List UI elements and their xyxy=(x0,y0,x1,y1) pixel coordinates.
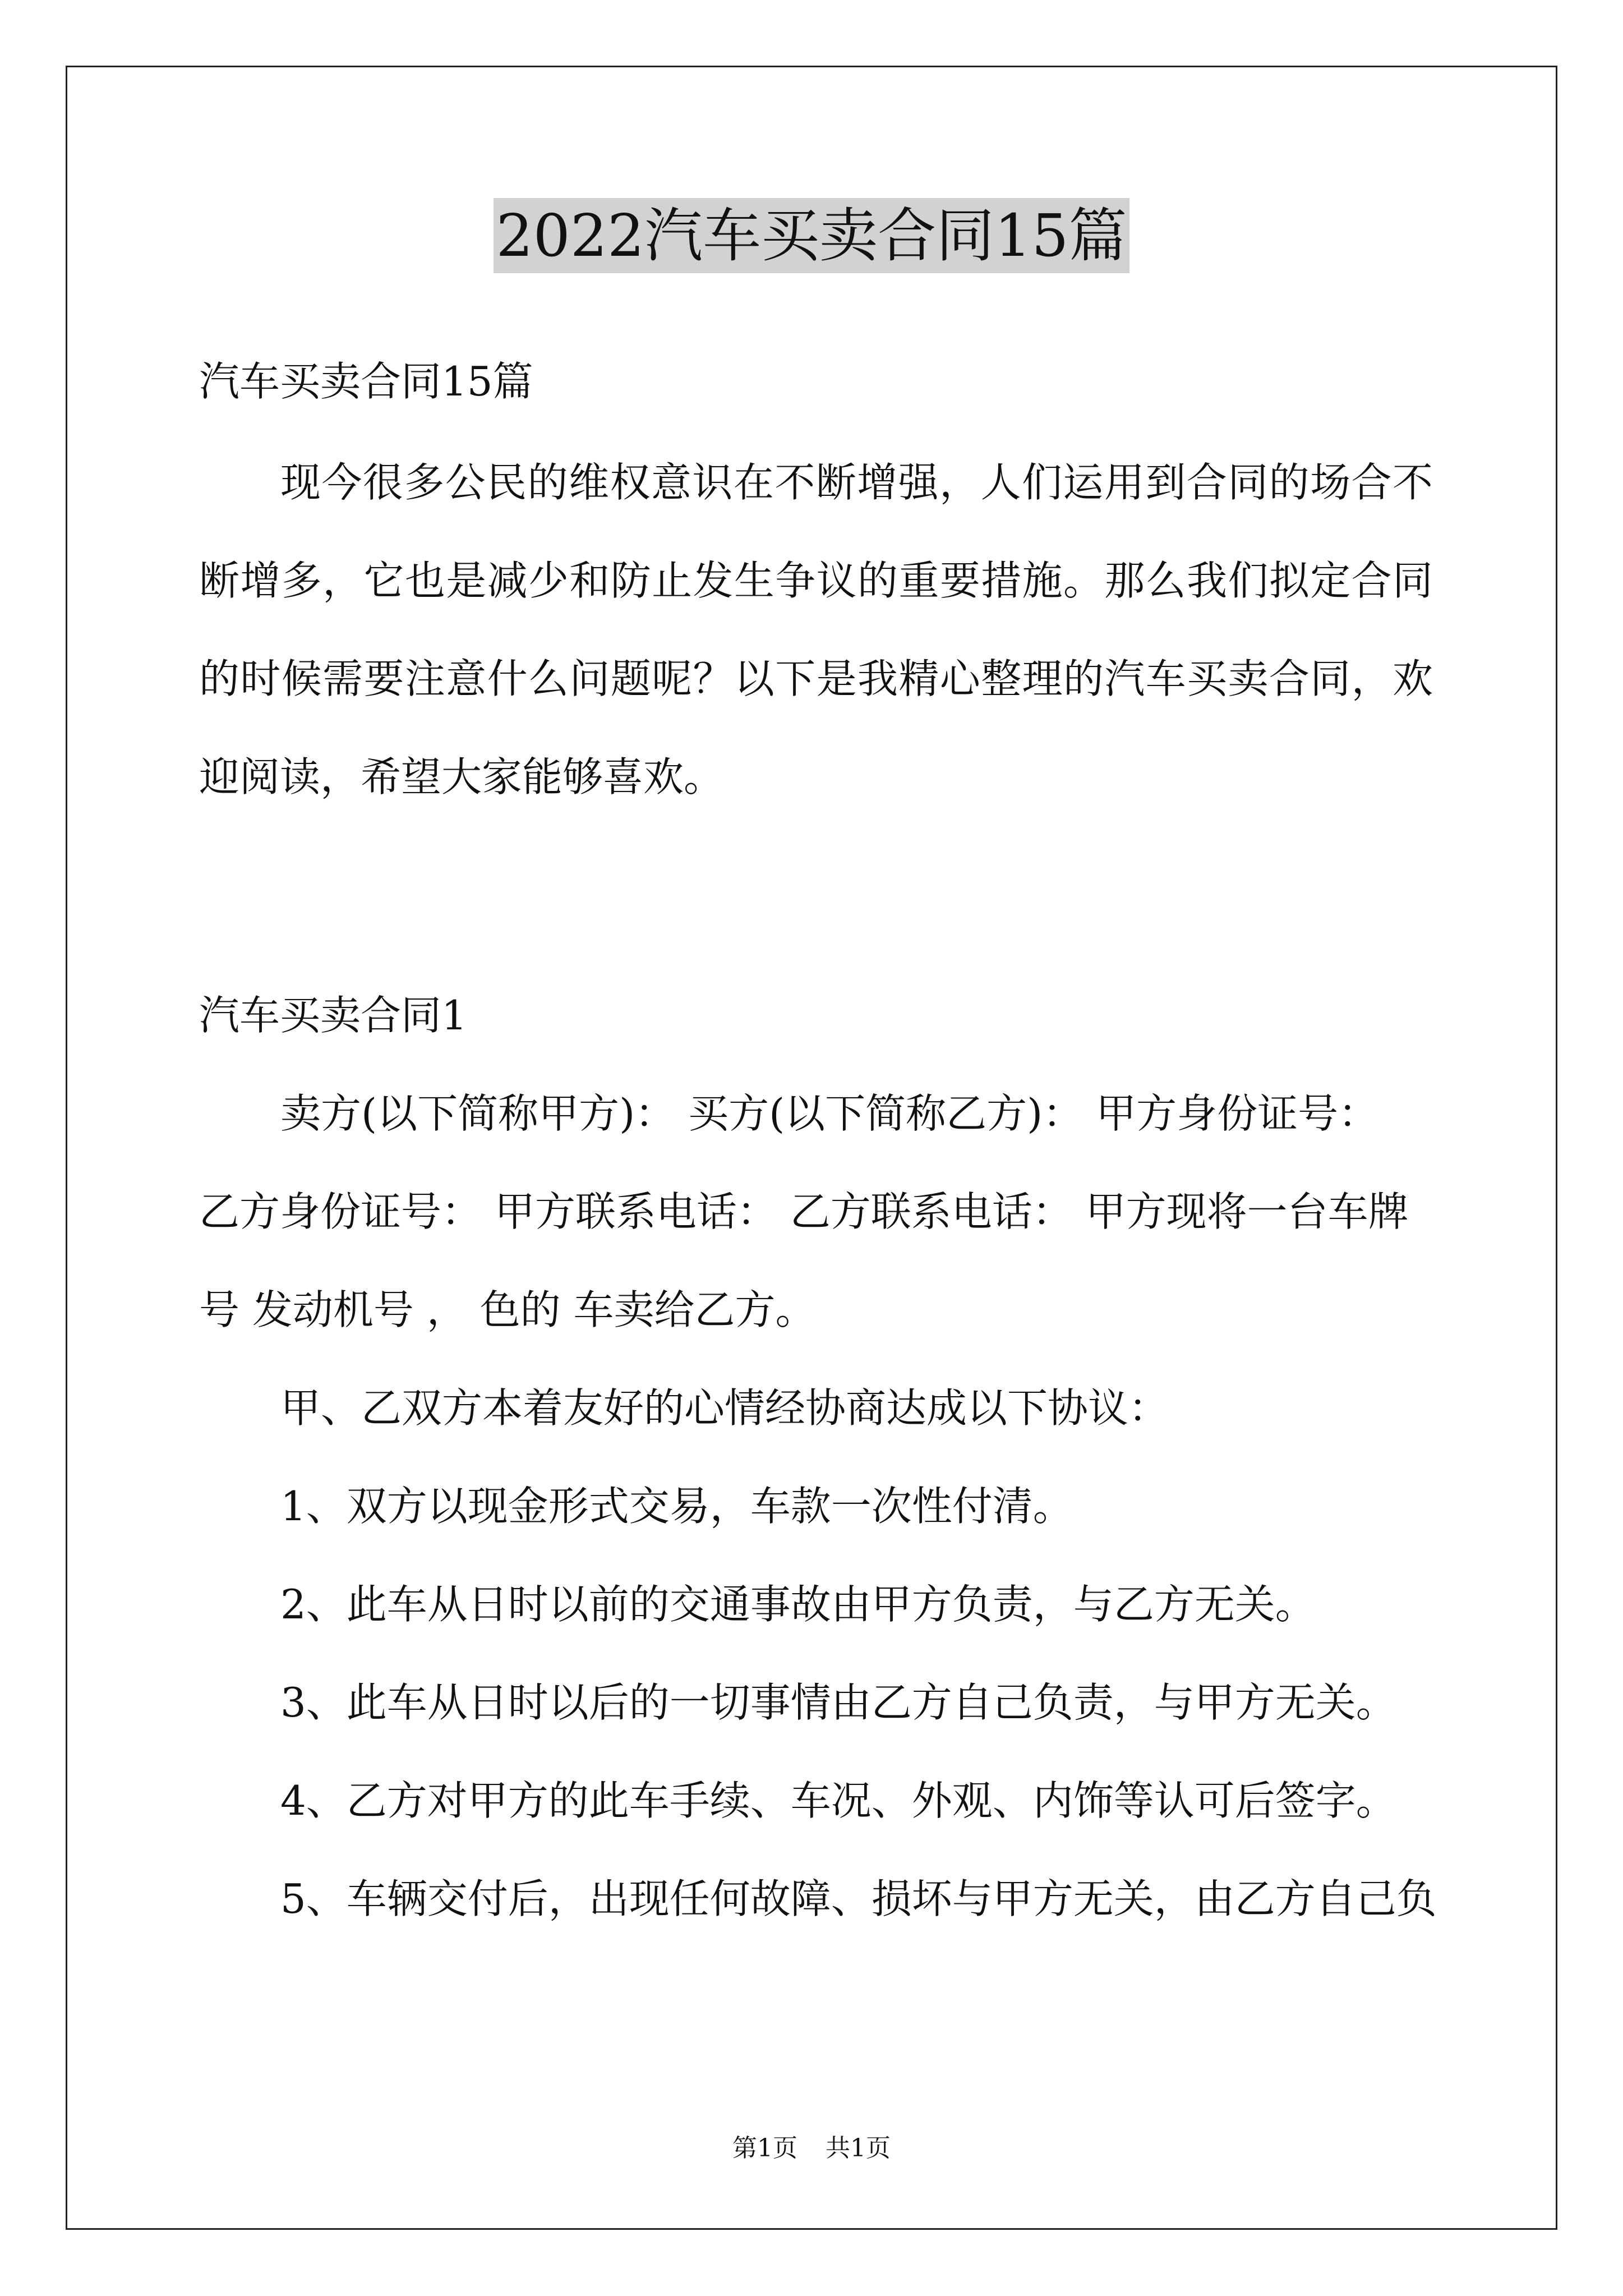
page-footer xyxy=(0,2132,1623,2165)
intro-line-2: 断增多，它也是减少和防止发生争议的重要措施。那么我们拟定合同 xyxy=(199,557,1433,604)
page-total: 共1页 xyxy=(826,2134,891,2162)
parties-line-2: 乙方身份证号： 甲方联系电话： 乙方联系电话： 甲方现将一台车牌 xyxy=(199,1188,1409,1235)
document-title-text: 2022汽车买卖合同15篇 xyxy=(494,198,1129,273)
intro-line-1: 现今很多公民的维权意识在不断增强，人们运用到合同的场合不 xyxy=(280,459,1433,506)
agreement-intro: 甲、乙双方本着友好的心情经协商达成以下协议： xyxy=(280,1384,1169,1432)
intro-line-4: 迎阅读，希望大家能够喜欢。 xyxy=(199,753,725,800)
intro-line-3: 的时候需要注意什么问题呢？以下是我精心整理的汽车买卖合同，欢 xyxy=(199,655,1433,702)
document-subtitle: 汽车买卖合同15篇 xyxy=(199,358,533,405)
document-title xyxy=(0,196,1623,275)
section-heading: 汽车买卖合同1 xyxy=(199,992,467,1039)
parties-line-1: 卖方(以下简称甲方)： 买方(以下简称乙方)： 甲方身份证号： xyxy=(280,1090,1379,1137)
parties-line-3: 号 发动机号 ， 色的 车卖给乙方。 xyxy=(199,1286,816,1333)
clause-2: 2、此车从日时以前的交通事故由甲方负责，与乙方无关。 xyxy=(280,1581,1316,1628)
clause-3: 3、此车从日时以后的一切事情由乙方自己负责，与甲方无关。 xyxy=(280,1679,1396,1726)
page-number: 第1页 xyxy=(732,2134,797,2162)
clause-1: 1、双方以现金形式交易，车款一次性付清。 xyxy=(280,1483,1073,1530)
clause-5: 5、车辆交付后，出现任何故障、损坏与甲方无关，由乙方自己负 xyxy=(280,1875,1437,1922)
clause-4: 4、乙方对甲方的此车手续、车况、外观、内饰等认可后签字。 xyxy=(280,1777,1396,1824)
